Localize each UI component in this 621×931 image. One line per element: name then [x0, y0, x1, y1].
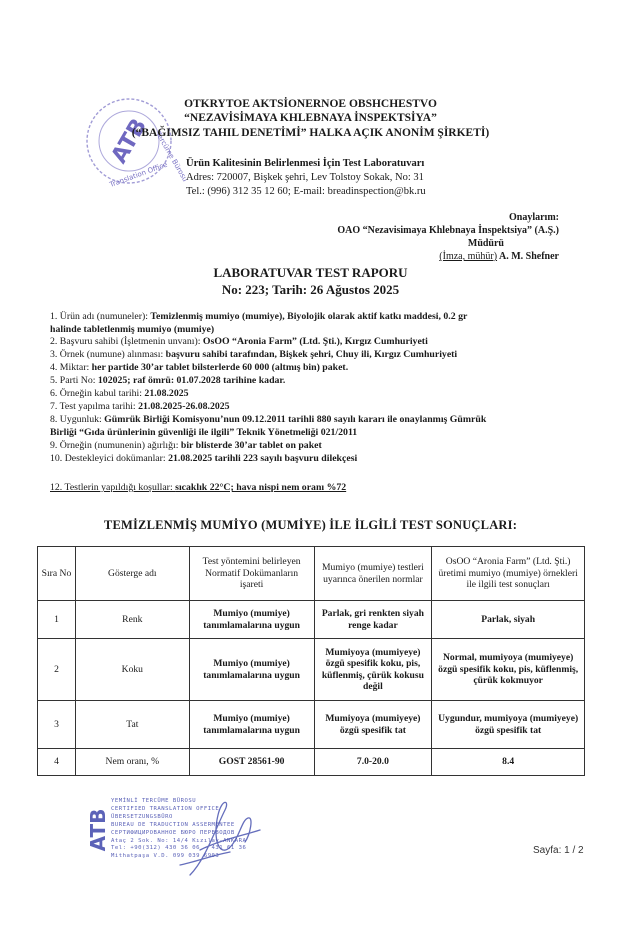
- cell-indicator: Nem oranı, %: [75, 749, 189, 776]
- company-name-line3: (“BAĞIMSIZ TAHIL DENETİMİ” HALKA AÇIK ANONİM ŞİRKETİ): [131, 127, 490, 139]
- company-name-line2: “NEZAVİSİMAYA KHLEBNAYA İNSPEKTSİYA”: [184, 112, 437, 124]
- atb-logo-mark: [85, 800, 111, 860]
- item-2: 2. Başvuru sahibi (İşletmenin unvanı): OsOO “Aronia Farm” (Ltd. Şti.), Kırgız Cumhuriyeti: [50, 336, 428, 347]
- cell-method: GOST 28561-90: [189, 749, 314, 776]
- lab-contact: Tel.: (996) 312 35 12 60; E-mail: breadinspection@bk.ru: [186, 186, 426, 197]
- item-1-cont: halinde tabletlenmiş mumiyo (mumiye): [50, 323, 215, 335]
- report-title: LABORATUVAR TEST RAPORU: [213, 265, 408, 280]
- svg-text:ATB: ATB: [86, 808, 110, 852]
- svg-text:ATB: ATB: [106, 114, 153, 168]
- cell-no: 1: [38, 601, 76, 639]
- item-8: 8. Uygunluk: Gümrük Birliği Komisyonu’nun 09.12.2011 tarihli 880 sayılı kararı ile onaylanmış Gümrük: [50, 414, 487, 425]
- cell-norms: Parlak, gri renkten siyah renge kadar: [314, 601, 432, 639]
- cell-norms: Mumiyoya (mumiyeye) özgü spesifik koku, pis, küflenmiş, çürük kokusu değil: [314, 639, 432, 701]
- item-3: 3. Örnek (numune) alınması: başvuru sahibi tarafından, Bişkek şehri, Chuy ili, Kırgız Cumhuriyeti: [50, 349, 458, 360]
- table-row: [38, 749, 585, 776]
- cell-norms: 7.0-20.0: [314, 749, 432, 776]
- approval-title: Müdürü: [467, 238, 504, 249]
- results-section-title: TEMİZLENMİŞ MUMİYO (MUMİYE) İLE İLGİLİ TEST SONUÇLARI:: [103, 518, 518, 532]
- cell-norms: Mumiyoya (mumiyeye) özgü spesifik tat: [314, 701, 432, 749]
- item-8-cont: Birliği “Gıda ürünlerinin güvenliği ile ilgili” Teknik Yönetmeliği 021/2011: [50, 427, 358, 438]
- col-header-norms: Mumiyo (mumiye) testleri uyarınca önerilen normlar: [314, 547, 432, 601]
- approval-heading: Onaylarım:: [509, 212, 559, 223]
- item-5: 5. Parti No: 102025; raf ömrü: 01.07.2028 tarihine kadar.: [50, 375, 286, 386]
- approval-organization: OAO “Nezavisimaya Khlebnaya İnspektsiya” (A.Ş.): [337, 225, 559, 236]
- col-header-method: Test yöntemini belirleyen Normatif Dokümanların işareti: [189, 547, 314, 601]
- cell-method: Mumiyo (mumiye) tanımlamalarına uygun: [189, 639, 314, 701]
- lab-address: Adres: 720007, Bişkek şehri, Lev Tolstoy Sokak, No: 31: [186, 172, 424, 183]
- col-header-indicator: Gösterge adı: [75, 547, 189, 601]
- table-row: [38, 601, 585, 639]
- cell-indicator: Renk: [75, 601, 189, 639]
- cell-result: Normal, mumiyoya (mumiyeye) özgü spesifik koku, pis, küflenmiş, çürük kokmuyor: [432, 639, 585, 701]
- cell-result: Uygundur, mumiyoya (mumiyeye) özgü spesifik tat: [432, 701, 585, 749]
- item-6: 6. Örneğin kabul tarihi: 21.08.2025: [50, 388, 189, 399]
- item-4: 4. Miktar: her partide 30’ar tablet bilsterlerde 60 000 (altmış bin) paket.: [50, 362, 349, 373]
- cell-indicator: Koku: [75, 639, 189, 701]
- cell-result: Parlak, siyah: [432, 601, 585, 639]
- table-row: [38, 639, 585, 701]
- table-row: [38, 701, 585, 749]
- cell-method: Mumiyo (mumiye) tanımlamalarına uygun: [189, 601, 314, 639]
- cell-method: Mumiyo (mumiye) tanımlamalarına uygun: [189, 701, 314, 749]
- cell-indicator: Tat: [75, 701, 189, 749]
- cell-result: 8.4: [432, 749, 585, 776]
- col-header-no: Sıra No: [38, 547, 76, 601]
- table-header-row: [38, 547, 585, 601]
- cell-no: 3: [38, 701, 76, 749]
- atb-logo-text: YEMİNLİ TERCÜME BÜROSU CERTIFIED TRANSLATION OFFICE ÜBERSETZUNGSBÜRO BUREAU DE TRADUCTION ASSERMENTEE СЕРТИФИЦИРОВАННОЕ БЮРО ПЕРЕВОДОВ Ataç 2 Sok. No: 14/4 Kızılay-ANKARA Tel: +90(312) 430 36 06 - 431 61 36 Mithatpaşa V.D. 099 039 6903: [111, 798, 247, 860]
- approval-signature-line: [439, 251, 559, 264]
- signature-placeholder: (İmza, mühür): [439, 251, 498, 262]
- item-10: 10. Destekleyici dokümanlar: 21.08.2025 tarihli 223 sayılı başvuru dilekçesi: [50, 453, 358, 464]
- report-number-date: No: 223; Tarih: 26 Ağustos 2025: [221, 282, 400, 297]
- test-conditions: 12. Testlerin yapıldığı koşullar: sıcaklık 22°C; hava nispi nem oranı %72: [50, 482, 347, 493]
- signer-name: A. M. Shefner: [497, 251, 559, 262]
- col-header-results: OsOO “Aronia Farm” (Ltd. Şti.) üretimi mumiyo (mumiye) örnekleri ile ilgili test sonuçları: [432, 547, 585, 601]
- item-7: 7. Test yapılma tarihi: 21.08.2025-26.08.2025: [50, 401, 230, 412]
- test-results-table: [37, 546, 585, 776]
- item-1: 1. Ürün adı (numuneler): Temizlenmiş mumiyo (mumiye), Biyolojik olarak aktif katkı maddesi, 0.2 gr: [50, 311, 468, 322]
- svg-text:Tercüme Bürosu: Tercüme Bürosu: [154, 130, 190, 184]
- cell-no: 4: [38, 749, 76, 776]
- handwritten-signature: [160, 790, 270, 885]
- page-number: Sayfa: 1 / 2: [533, 845, 584, 856]
- cell-no: 2: [38, 639, 76, 701]
- item-9: 9. Örneğin (numunenin) ağırlığı: bir blisterde 30’ar tablet on paket: [50, 440, 322, 451]
- svg-text:Translation Office: Translation Office: [108, 160, 169, 189]
- company-name-line1: OTKRYTOE AKTSİONERNOE OBSHCHESTVO: [184, 98, 437, 110]
- lab-name: Ürün Kalitesinin Belirlenmesi İçin Test Laboratuvarı: [186, 158, 425, 169]
